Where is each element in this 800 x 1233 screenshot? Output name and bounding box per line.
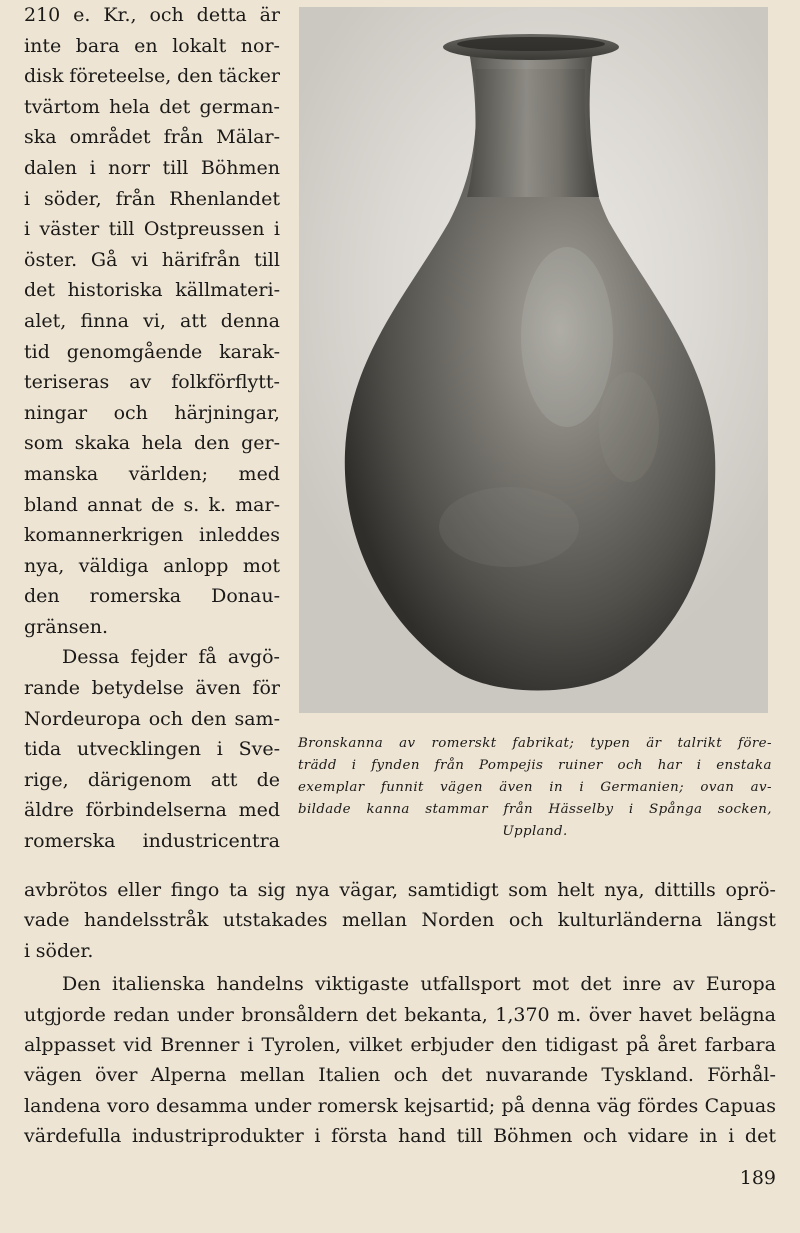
word: skaka — [74, 432, 131, 455]
caption-line — [298, 777, 772, 799]
left-column-text — [24, 0, 280, 857]
word: oprö- — [725, 879, 776, 901]
word: av- — [750, 780, 772, 795]
word: det — [24, 279, 56, 302]
word: rige, — [24, 768, 69, 791]
text-line — [24, 1121, 776, 1151]
word: bronsåldern — [241, 1003, 359, 1026]
jug-neck — [467, 51, 599, 197]
word: funnit — [380, 780, 424, 795]
word: dittills — [654, 879, 716, 901]
word: värdefulla — [24, 1125, 122, 1148]
word: under — [254, 1094, 312, 1117]
text-line — [24, 428, 280, 459]
word: Europa — [705, 973, 776, 996]
word: utgjorde — [24, 1003, 106, 1026]
word: det — [744, 1125, 776, 1148]
text-line — [24, 122, 280, 153]
word: och — [508, 909, 544, 932]
word: ruiner — [558, 758, 603, 773]
full-width-text — [24, 875, 776, 1152]
text-line — [24, 184, 280, 215]
text-line — [24, 92, 280, 123]
word: i — [24, 218, 31, 241]
word: bildade — [298, 802, 351, 817]
jug-patina — [599, 372, 659, 482]
word: in — [549, 780, 563, 795]
word: Germanien; — [600, 780, 685, 795]
word: finna — [80, 309, 129, 332]
word: ska — [24, 126, 57, 149]
word: av — [672, 973, 695, 996]
word: k. — [208, 493, 227, 516]
word: den — [24, 585, 60, 608]
word: industricentra — [142, 830, 280, 853]
word: Hässelby — [548, 802, 614, 817]
word: tid — [24, 340, 50, 363]
text-line — [24, 875, 776, 905]
word: annat — [87, 493, 142, 516]
word: Nordeuropa — [24, 707, 141, 730]
word: väldiga — [78, 554, 149, 577]
word: romersk — [317, 1094, 398, 1117]
word: talrikt — [677, 736, 723, 751]
text-line — [24, 969, 776, 999]
word: Sve- — [238, 738, 280, 761]
word: fynden — [371, 758, 420, 773]
word: fördes — [637, 1094, 699, 1117]
word: Donau- — [211, 585, 280, 608]
text-line — [24, 795, 280, 826]
word: Capuas — [704, 1094, 776, 1117]
word: ger- — [241, 432, 280, 455]
word: från — [434, 758, 465, 773]
word: i — [579, 780, 585, 795]
word: förbindelserna — [85, 799, 227, 822]
word: till — [254, 248, 280, 271]
bronze-jug-photo — [299, 7, 768, 713]
word: romerska — [24, 830, 116, 853]
word: avbrötos — [24, 879, 108, 901]
word: det — [580, 973, 612, 996]
word: och — [113, 401, 148, 424]
word: denna — [220, 309, 280, 332]
word: disk — [24, 65, 64, 88]
word: enstaka — [716, 758, 772, 773]
word: i — [216, 738, 223, 761]
word: hand — [398, 1125, 447, 1148]
text-line — [24, 551, 280, 582]
word: till — [108, 218, 135, 241]
word: bara — [75, 34, 120, 57]
word: anlopp — [163, 554, 229, 577]
word: handelns — [216, 973, 304, 996]
word: de — [256, 768, 280, 791]
text-line — [24, 214, 280, 245]
word: Tyrolen, — [261, 1033, 342, 1056]
word: dalen — [24, 156, 78, 179]
word: mar- — [235, 493, 280, 516]
word: den — [501, 1033, 538, 1056]
word: utfallsport — [420, 973, 521, 996]
text-line — [24, 826, 280, 857]
word: farbara — [704, 1033, 776, 1056]
word: Bronskanna — [298, 736, 384, 751]
word: Spånga — [649, 802, 703, 817]
word: bland — [24, 493, 78, 516]
word: desamma — [156, 1094, 248, 1117]
word: voro — [106, 1094, 150, 1117]
word: romerskt — [431, 736, 497, 751]
word: mellan — [342, 909, 407, 932]
word: även — [499, 780, 533, 795]
word: i — [314, 1125, 321, 1148]
word: i — [89, 156, 96, 179]
word: därigenom — [87, 768, 192, 791]
word: manska — [24, 462, 99, 485]
word: öster. — [24, 248, 78, 271]
word: på — [501, 1094, 526, 1117]
word: karak- — [219, 340, 280, 363]
word: viktigaste — [314, 973, 410, 996]
text-line — [24, 1030, 776, 1060]
word: inleddes — [199, 524, 280, 547]
word: som — [24, 432, 64, 455]
word: Brenner — [160, 1033, 240, 1056]
text-line — [24, 153, 280, 184]
word: från — [163, 126, 204, 149]
word: Böhmen — [200, 156, 280, 179]
word: nya, — [604, 879, 645, 901]
word: ta — [228, 879, 248, 901]
word: utstakades — [222, 909, 328, 932]
word: Den — [62, 973, 101, 996]
word: en — [134, 34, 158, 57]
word: trädd — [298, 758, 337, 773]
word: helt — [557, 879, 595, 901]
text-line — [24, 704, 280, 735]
word: mot — [242, 554, 280, 577]
word: det — [159, 95, 191, 118]
word: till — [456, 1125, 483, 1148]
word: det — [365, 1003, 397, 1026]
word: härifrån — [161, 248, 241, 271]
word: ovan — [700, 780, 735, 795]
word: e. — [73, 4, 91, 26]
text-line — [24, 765, 280, 796]
word: vi, — [143, 309, 166, 332]
text-line — [24, 1091, 776, 1121]
word: m. — [557, 1003, 582, 1026]
text-line — [24, 673, 280, 704]
word: tidigast — [545, 1033, 618, 1056]
text-line — [24, 490, 280, 521]
caption-line — [298, 755, 772, 777]
word: Kr., — [103, 4, 137, 26]
word: och — [582, 1125, 618, 1148]
word: samtidigt — [407, 879, 499, 901]
word: erbjuder — [410, 1033, 494, 1056]
word: vägen — [440, 780, 483, 795]
word: avgö- — [227, 646, 280, 669]
word: gränsen. — [24, 615, 109, 638]
word: lokalt — [172, 34, 227, 57]
word: vägar, — [339, 879, 399, 901]
word: denna — [531, 1094, 591, 1117]
word: alppasset — [24, 1033, 116, 1056]
word: med — [238, 799, 280, 822]
word: nya — [295, 879, 330, 901]
word: även — [195, 677, 241, 700]
word: under — [176, 1003, 234, 1026]
text-line — [24, 459, 280, 490]
word: betydelse — [91, 677, 184, 700]
text-line — [24, 61, 280, 92]
word: belägna — [699, 1003, 776, 1026]
word: till — [162, 156, 189, 179]
word: världen; — [128, 462, 208, 485]
word: i — [24, 939, 31, 962]
word: väster — [39, 218, 100, 241]
figure-caption — [298, 733, 772, 843]
word: och — [617, 758, 643, 773]
word: och — [149, 4, 184, 26]
word: hela — [141, 432, 183, 455]
word: Böhmen — [493, 1125, 573, 1148]
word: har — [657, 758, 682, 773]
word: över — [95, 1064, 138, 1087]
text-line — [24, 398, 280, 429]
word: tvärtom — [24, 95, 100, 118]
word: industriprodukter — [131, 1125, 304, 1148]
word: bekanta, — [404, 1003, 488, 1026]
word: eller — [117, 879, 162, 901]
word: vägen — [24, 1064, 82, 1087]
word: folkförflytt- — [171, 371, 280, 394]
jug-patina — [439, 487, 579, 567]
text-line — [24, 612, 280, 643]
word: 1,370 — [495, 1003, 550, 1026]
word: längst — [716, 909, 776, 932]
word: i — [273, 218, 280, 241]
word: fingo — [170, 879, 220, 901]
word: rande — [24, 677, 81, 700]
word: sig — [257, 879, 286, 901]
word: Rhenlandet — [169, 187, 280, 210]
word: Förhål- — [707, 1064, 776, 1087]
word: nor- — [240, 34, 280, 57]
word: german- — [199, 95, 280, 118]
text-line — [24, 337, 280, 368]
word: från — [115, 187, 156, 210]
word: den — [177, 65, 213, 88]
word: mot — [532, 973, 570, 996]
word: mellan — [239, 1064, 305, 1087]
text-line — [24, 306, 280, 337]
word: ningar — [24, 401, 88, 424]
text-line — [24, 1060, 776, 1090]
word: före- — [738, 736, 772, 751]
word: typen — [590, 736, 631, 751]
word: hela — [109, 95, 150, 118]
word: 210 — [24, 4, 61, 26]
word: på — [625, 1033, 650, 1056]
jug-rim-inner — [457, 37, 605, 51]
word: vilket — [349, 1033, 403, 1056]
word: att — [180, 309, 207, 332]
word: i — [351, 758, 357, 773]
word: källmateri- — [175, 279, 280, 302]
word: historiska — [67, 279, 163, 302]
text-line — [24, 367, 280, 398]
word: i — [24, 187, 31, 210]
word: teriseras — [24, 371, 110, 394]
word: socken, — [717, 802, 772, 817]
text-line — [24, 734, 280, 765]
word: romerska — [89, 585, 182, 608]
word: Tyskland. — [601, 1064, 694, 1087]
word: att — [210, 768, 238, 791]
word: kulturländerna — [557, 909, 703, 932]
text-line — [24, 0, 280, 31]
word: de — [150, 493, 175, 516]
word: sam- — [234, 707, 280, 730]
word: Alperna — [150, 1064, 227, 1087]
word: och — [393, 1064, 428, 1087]
word: av — [129, 371, 152, 394]
word: tida — [24, 738, 62, 761]
text-line — [24, 1000, 776, 1030]
text-line — [24, 642, 280, 673]
word: den — [193, 432, 230, 455]
word: vade — [24, 909, 70, 932]
word: i — [247, 1033, 254, 1056]
caption-line — [298, 733, 772, 755]
word: området — [69, 126, 151, 149]
page-number: 189 — [739, 1167, 776, 1189]
word: med — [238, 462, 280, 485]
word: vi — [131, 248, 149, 271]
word: detta — [196, 4, 247, 26]
word: Dessa — [62, 646, 120, 669]
word: komannerkrigen — [24, 524, 184, 547]
text-line — [24, 245, 280, 276]
word: söder, — [44, 187, 102, 210]
word: i — [628, 802, 634, 817]
caption-line — [298, 821, 772, 843]
word: italienska — [111, 973, 206, 996]
word: från — [503, 802, 534, 817]
word: fabrikat; — [512, 736, 575, 751]
word: i — [728, 1125, 735, 1148]
word: nya, — [24, 554, 65, 577]
word: Italien — [318, 1064, 381, 1087]
word: den — [190, 707, 227, 730]
word: är — [646, 736, 662, 751]
text-line — [24, 936, 776, 966]
word: vidare — [627, 1125, 689, 1148]
word: norr — [108, 156, 150, 179]
word: in — [699, 1125, 718, 1148]
word: redan — [113, 1003, 170, 1026]
word: Norden — [421, 909, 495, 932]
word: är — [259, 4, 280, 26]
word: exemplar — [298, 780, 365, 795]
word: utvecklingen — [76, 738, 201, 761]
caption-line — [298, 799, 772, 821]
word: nuvarande — [485, 1064, 589, 1087]
word: landena — [24, 1094, 101, 1117]
word: Pompejis — [479, 758, 544, 773]
jug-illustration — [299, 7, 768, 713]
word: första — [331, 1125, 388, 1148]
word: som — [508, 879, 548, 901]
word: fejder — [130, 646, 188, 669]
word: företeelse, — [69, 65, 172, 88]
text-line — [24, 905, 776, 935]
word: inre — [622, 973, 662, 996]
word: härjningar, — [174, 401, 280, 424]
word: över — [588, 1003, 632, 1026]
word: året — [657, 1033, 697, 1056]
word: för — [252, 677, 280, 700]
word: Uppland. — [502, 824, 568, 839]
word: det — [441, 1064, 473, 1087]
word: inte — [24, 34, 62, 57]
word: täcker — [218, 65, 280, 88]
word: vid — [123, 1033, 153, 1056]
word: väg — [596, 1094, 632, 1117]
text-line — [24, 581, 280, 612]
word: Ostpreussen — [143, 218, 265, 241]
text-line — [24, 31, 280, 62]
word: i — [696, 758, 702, 773]
word: Mälar- — [216, 126, 280, 149]
word: genomgående — [66, 340, 203, 363]
word: kejsartid; — [404, 1094, 496, 1117]
word: få — [198, 646, 217, 669]
word: s. — [183, 493, 200, 516]
word: kanna — [366, 802, 410, 817]
word: Gå — [90, 248, 118, 271]
word: äldre — [24, 799, 74, 822]
word: av — [399, 736, 416, 751]
text-line — [24, 520, 280, 551]
word: stammar — [425, 802, 489, 817]
word: och — [148, 707, 184, 730]
word: havet — [638, 1003, 692, 1026]
jug-highlight — [521, 247, 613, 427]
word: handelsstråk — [84, 909, 209, 932]
text-line — [24, 275, 280, 306]
word: alet, — [24, 309, 67, 332]
word: söder. — [35, 939, 94, 962]
